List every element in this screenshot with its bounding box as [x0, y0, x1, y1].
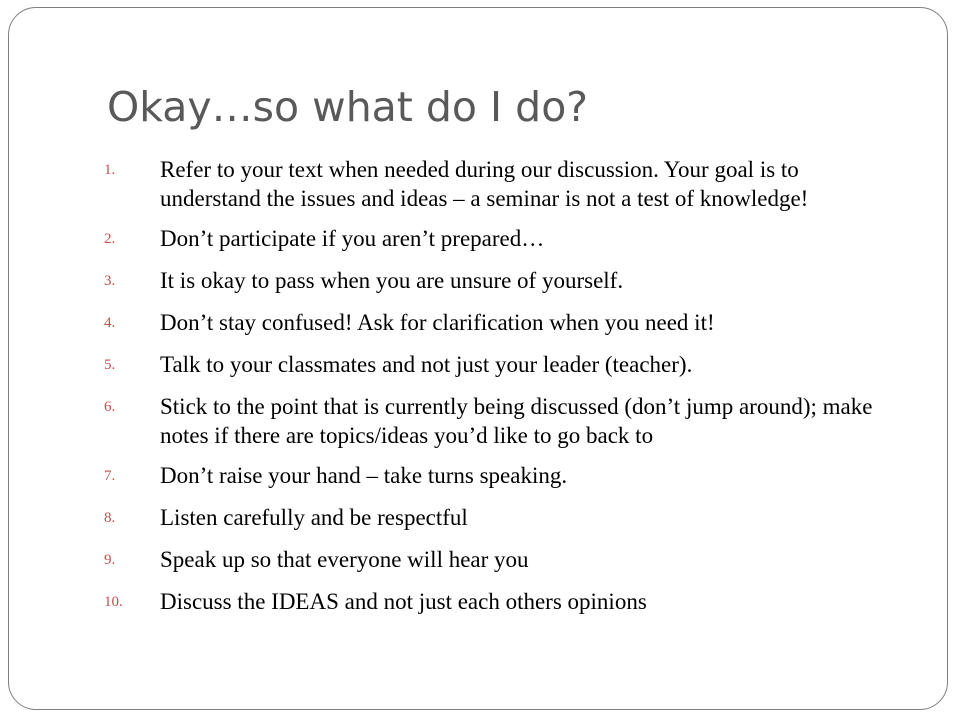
item-number: 8. [104, 510, 116, 526]
list-item [104, 392, 894, 450]
item-number: 7. [104, 468, 116, 484]
list-item [104, 503, 894, 534]
item-text: Don’t participate if you aren’t prepared… [160, 226, 545, 251]
item-text: Stick to the point that is currently being discussed (don’t jump around); make notes if there are topics/ideas you’d like to go back to [160, 394, 873, 448]
item-text: It is okay to pass when you are unsure of yourself. [160, 268, 624, 293]
list-item [104, 350, 894, 381]
list-item [104, 545, 894, 576]
item-text: Talk to your classmates and not just your leader (teacher). [160, 352, 693, 377]
item-number: 9. [104, 552, 116, 568]
item-number: 6. [104, 399, 116, 415]
item-number: 5. [104, 357, 116, 373]
item-text: Discuss the IDEAS and not just each others opinions [160, 589, 647, 614]
item-number: 3. [104, 273, 116, 289]
list-item [104, 155, 894, 213]
item-text: Refer to your text when needed during our discussion. Your goal is to understand the issues and ideas – a seminar is not a test of knowledge! [160, 157, 809, 211]
rules-list [104, 155, 894, 629]
slide-title: Okay…so what do I do? [107, 83, 589, 131]
list-item [104, 461, 894, 492]
list-item [104, 308, 894, 339]
item-text: Don’t stay confused! Ask for clarification when you need it! [160, 310, 715, 335]
item-number: 10. [104, 594, 123, 610]
list-item [104, 266, 894, 297]
list-item [104, 587, 894, 618]
item-text: Don’t raise your hand – take turns speaking. [160, 463, 568, 488]
item-text: Listen carefully and be respectful [160, 505, 468, 530]
item-number: 1. [104, 162, 116, 178]
item-text: Speak up so that everyone will hear you [160, 547, 529, 572]
list-item [104, 224, 894, 255]
item-number: 4. [104, 315, 116, 331]
item-number: 2. [104, 231, 116, 247]
